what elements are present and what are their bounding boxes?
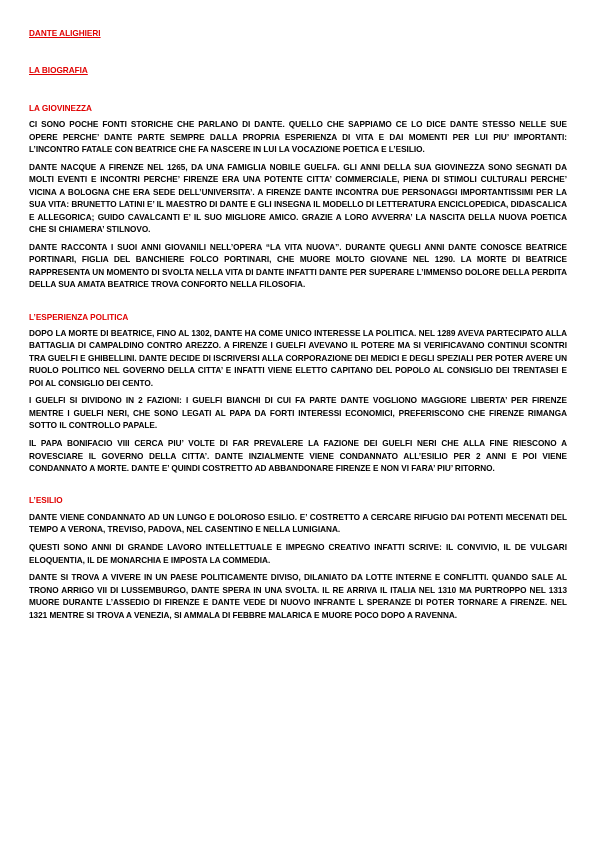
paragraph: DANTE SI TROVA A VIVERE IN UN PAESE POLITICAMENTE DIVISO, DILANIATO DA LOTTE INTERNE E CONFLITTI. QUANDO SALE AL TRONO ARRIGO VII DI LUSSEMBURGO, DANTE SPERA IN UNA SVOLTA. IL RE ARRIVA IL ITALIA NEL 1310 MA PURTROPPO NEL 1313 MUORE DURANTE L’ASSEDIO DI FIRENZE E DANTE VEDE DI NUOVO INFRANTE L SPERANZE DI POTER TORNARE A FIRENZE. NEL 1321 MENTRE SI TROVA A VENEZIA, SI AMMALA DI FEBBRE MALARICA E MUORE POCO DOPO A RAVENNA. (29, 573, 567, 620)
paragraph: CI SONO POCHE FONTI STORICHE CHE PARLANO DI DANTE. QUELLO CHE SAPPIAMO CE LO DICE DANTE STESSO NELLE SUE OPERE PERCHE’ DANTE PARTE SEMPRE DALLA PROPRIA ESPERIENZA DI VITA E DAI MOMENTI PER LUI PIU’ IMPORTANTI: L’INCONTRO FATALE CON BEATRICE CHE FA NASCERE IN LUI LA VOCAZIONE POETICA E L’ESILIO. (29, 120, 567, 155)
paragraph: I GUELFI SI DIVIDONO IN 2 FAZIONI: I GUELFI BIANCHI DI CUI FA PARTE DANTE VOGLIONO MAGGIORE LIBERTA’ PER FIRENZE MENTRE I GUELFI NERI, CHE SONO LEGATI AL PAPA DA FORTI INTERESSI ECONOMICI, PREFERISCONO CHE FIRENZE RIMANGA SOTTO IL CONTROLLO PAPALE. (29, 396, 567, 431)
paragraph: IL PAPA BONIFACIO VIII CERCA PIU’ VOLTE DI FAR PREVALERE LA FAZIONE DEI GUELFI NERI CHE ALLA FINE RIESCONO A ROVESCIARE IL GOVERNO DELLA CITTA’. DANTE INZIALMENTE VIENE CONDANNATO ALL’ESILIO PER 2 ANNI E POI VIENE CONDANNATO A MORTE. DANTE E’ QUINDI COSTRETTO AD ABBANDONARE FIRENZE E NON VI FARA’ PIU’ RITORNO. (29, 439, 567, 473)
section-heading: L’ESILIO (29, 496, 63, 506)
paragraph: DANTE NACQUE A FIRENZE NEL 1265, DA UNA FAMIGLIA NOBILE GUELFA. GLI ANNI DELLA SUA GIOVINEZZA SONO SEGNATI DA MOLTI EVENTI E INCONTRI PERCHE’ FIRENZE ERA UNA POTENTE CITTA’ COMMERCIALE, PIENA DI STIMOLI CULTURALI PERCHE’ VICINA A BOLOGNA CHE ERA SEDE DELL’UNIVERSITA’. A FIRENZE DANTE INCONTRA DUE PERSONAGGI IMPORTANTISSIMI PER LA SUA VITA: BRUNETTO LATINI E’ IL MAESTRO DI DANTE E GLI INSEGNA IL MODELLO DI LETTERATURA ENCICLOPEDICA, DIDASCALICA E ALLEGORICA; GUIDO CAVALCANTI E’ IL SUO MIGLIORE AMICO. GRAZIE A LORO AVVERRA’ LA NASCITA DELLA NUOVA POETICA CHE SI CHIAMERA’ STILNOVO. (29, 162, 567, 234)
paragraph: DOPO LA MORTE DI BEATRICE, FINO AL 1302, DANTE HA COME UNICO INTERESSE LA POLITICA. NEL 1289 AVEVA PARTECIPATO ALLA BATTAGLIA DI CAMPALDINO CONTRO AREZZO. A FIRENZE I GUELFI AVEVANO IL POTERE MA SI VERIFICAVANO CONTINUI SCONTRI TRA GUELFI E GHIBELLINI. DANTE DECIDE DI ISCRIVERSI ALLA CORPORAZIONE DEI MEDICI E DEGLI SPEZIALI PER POTER AVERE UN RUOLO POLITICO NEL GOVERNO DELLA CITTA’ E INFATTI VIENE ELETTO CAPITANO DEL POPOLO AL CONSIGLIO DEI TRENTASEI E POI AL CONSIGLIO DEI CENTO. (29, 328, 567, 388)
paragraph: DANTE RACCONTA I SUOI ANNI GIOVANILI NELL’OPERA “LA VITA NUOVA”. DURANTE QUEGLI ANNI DANTE CONOSCE BEATRICE PORTINARI, FIGLIA DEL BANCHIERE FOLCO PORTINARI, CHE MUORE MOLTO GIOVANE NEL 1290. LA MORTE DI BEATRICE RAPPRESENTA UN MOMENTO DI SVOLTA NELLA VITA DI DANTE INFATTI DANTE PER SUPERARE L’IMMENSO DOLORE DELLA PERDITA DELLA SUA AMATA BEATRICE TROVA CONFORTO NELLA FILOSOFIA. (29, 242, 567, 290)
paragraph: QUESTI SONO ANNI DI GRANDE LAVORO INTELLETTUALE E IMPEGNO CREATIVO INFATTI SCRIVE: IL CONVIVIO, IL DE VULGARI ELOQUENTIA, IL DE MONARCHIA E IMPOSTA LA COMMEDIA. (29, 543, 567, 565)
document-title: DANTE ALIGHIERI (29, 29, 101, 38)
document-page (29, 28, 567, 642)
section-esperienza-politica (29, 312, 567, 476)
section-giovinezza (29, 103, 567, 292)
section-esilio (29, 495, 567, 622)
section-heading: LA GIOVINEZZA (29, 103, 92, 113)
section-heading: L’ESPERIENZA POLITICA (29, 312, 129, 322)
paragraph: DANTE VIENE CONDANNATO AD UN LUNGO E DOLOROSO ESILIO. E’ COSTRETTO A CERCARE RIFUGIO DAI POTENTI MECENATI DEL TEMPO A VERONA, TREVISO, PADOVA, NEL CASENTINO E NELLA LUNIGIANA. (29, 512, 567, 535)
document-subtitle: LA BIOGRAFIA (29, 66, 88, 76)
